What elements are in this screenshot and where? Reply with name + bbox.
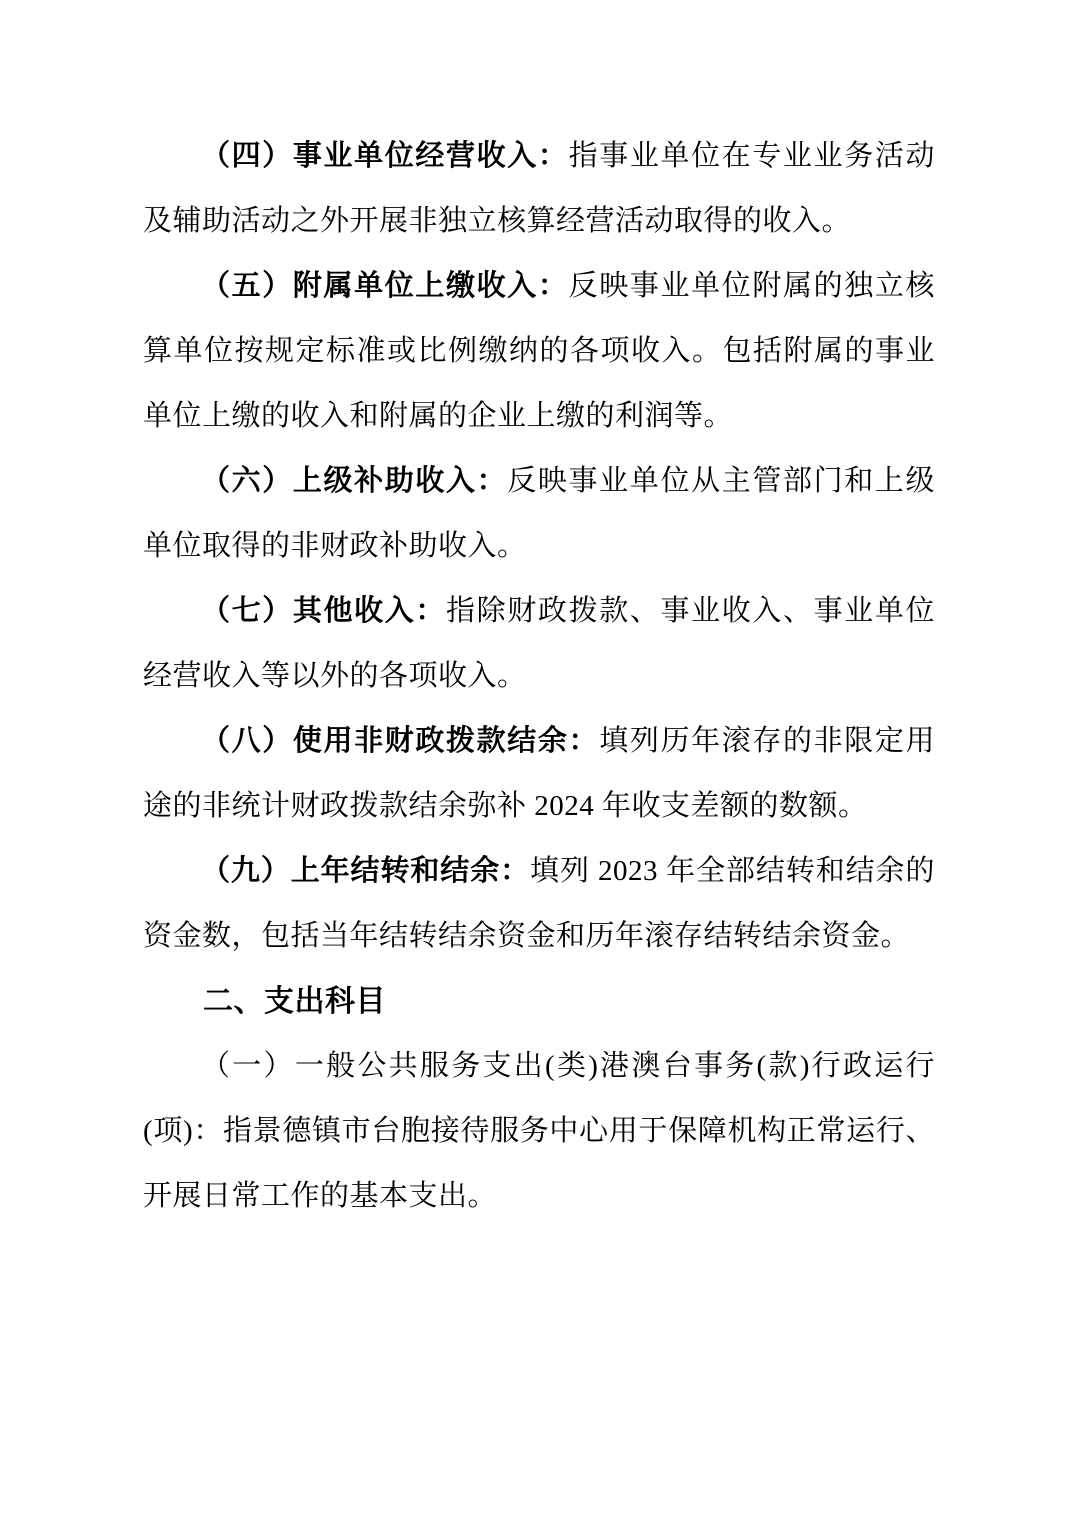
paragraph-lead: （七）其他收入： xyxy=(201,595,447,627)
paragraph-lead: （九）上年结转和结余： xyxy=(201,855,531,887)
paragraph-lead: （五）附属单位上缴收入： xyxy=(201,270,569,302)
paragraph: （一）一般公共服务支出(类)港澳台事务(款)行政运行(项)：指景德镇市台胞接待服务中心用于保障机构正常运行、开展日常工作的基本支出。 xyxy=(143,1050,935,1212)
paragraph: （五）附属单位上缴收入：反映事业单位附属的独立核算单位按规定标准或比例缴纳的各项收入。包括附属的事业单位上缴的收入和附属的企业上缴的利润等。 xyxy=(143,270,935,432)
paragraph-lead: （八）使用非财政拨款结余： xyxy=(201,725,600,757)
paragraph: （九）上年结转和结余：填列 2023 年全部结转和结余的资金数，包括当年结转结余资金和历年滚存结转结余资金。 xyxy=(143,855,935,952)
section-heading: 二、支出科目 xyxy=(203,985,386,1018)
paragraph: （七）其他收入：指除财政拨款、事业收入、事业单位经营收入等以外的各项收入。 xyxy=(143,595,935,692)
paragraph-lead: （六）上级补助收入： xyxy=(201,465,508,497)
document-body xyxy=(143,124,935,1229)
paragraph: （六）上级补助收入：反映事业单位从主管部门和上级单位取得的非财政补助收入。 xyxy=(143,465,935,562)
paragraph: （八）使用非财政拨款结余：填列历年滚存的非限定用途的非统计财政拨款结余弥补 2024 年收支差额的数额。 xyxy=(143,725,935,822)
paragraph-lead: （四）事业单位经营收入： xyxy=(201,140,569,172)
paragraph: （四）事业单位经营收入：指事业单位在专业业务活动及辅助活动之外开展非独立核算经营活动取得的收入。 xyxy=(143,140,935,237)
